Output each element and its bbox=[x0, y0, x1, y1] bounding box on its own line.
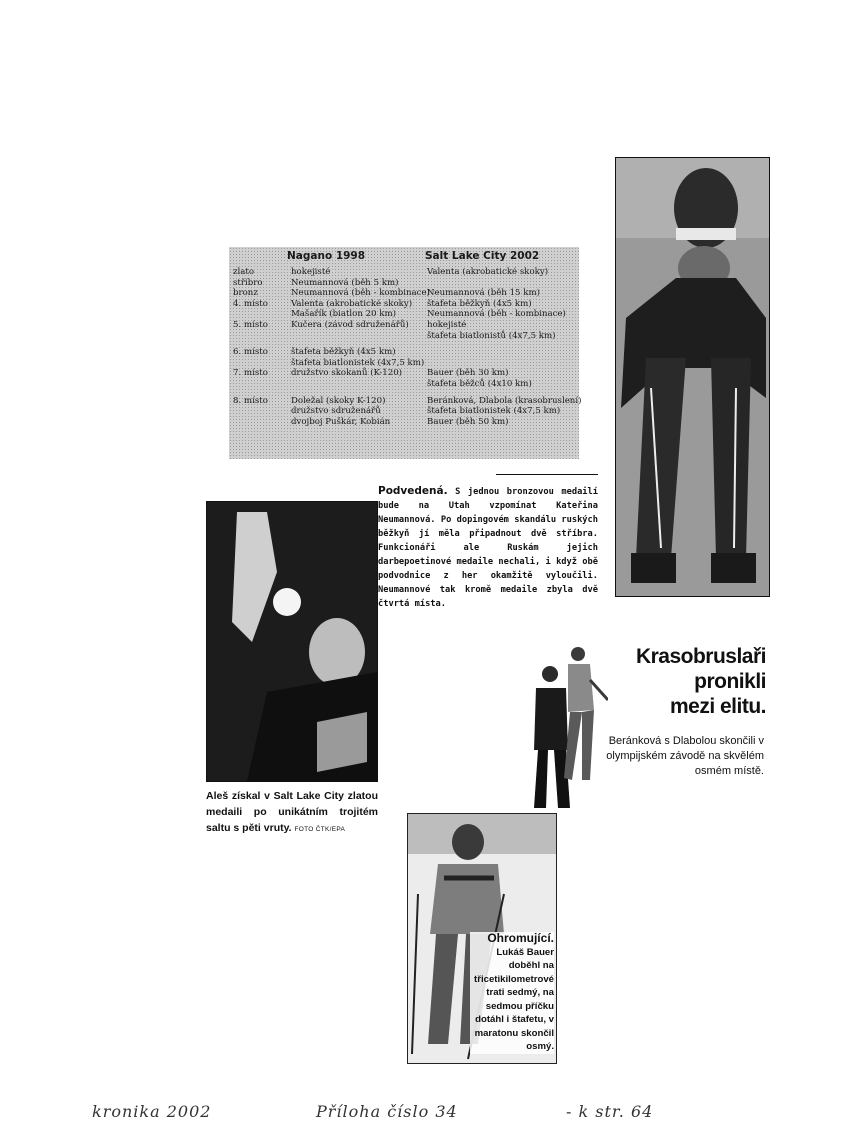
caption-lead: Podvedená. bbox=[378, 485, 448, 497]
table-row: štafeta běžců (4x10 km) bbox=[427, 378, 532, 389]
table-row: zlato hokejisté Valenta (akrobatické skoky) bbox=[233, 267, 549, 277]
caption-bauer-text: Lukáš Bauer doběhl na třicetikilometrové trati sedmý, na sedmou příčku dotáhl i štafetu, v maratonu skončil osmý. bbox=[474, 946, 554, 1052]
caption-bauer-lead: Ohromující. bbox=[487, 931, 554, 945]
results-table bbox=[229, 247, 582, 459]
table-row: 8. místo Doležal (skoky K-120) Beránková, Dlabola (krasobruslení) bbox=[233, 395, 582, 406]
table-row: dvojboj Puškár, Kobián Bauer (běh 50 km) bbox=[291, 416, 509, 427]
handwritten-note-middle: Příloha číslo 34 bbox=[316, 1102, 458, 1121]
headline-line-3: mezi elitu. bbox=[669, 695, 766, 718]
table-header-nagano: Nagano 1998 bbox=[287, 250, 366, 262]
table-row: štafeta biatlonistů (4x7,5 km) bbox=[427, 330, 556, 341]
skier-illustration bbox=[616, 158, 769, 596]
caption-rule bbox=[496, 474, 598, 475]
table-row: 7. místo družstvo skokanů (K-120) Bauer (běh 30 km) bbox=[233, 368, 509, 379]
table-row: štafeta biatlonistek (4x7,5 km) bbox=[291, 357, 425, 368]
caption-ales-text: Aleš získal v Salt Lake City zlatou medaili po unikátním trojitém saltu s pěti vruty. bbox=[206, 790, 378, 834]
photo-credit: FOTO ČTK/EPA bbox=[294, 826, 346, 833]
table-row: bronz Neumannová (běh - kombinace) Neumannová (běh 15 km) bbox=[233, 288, 540, 299]
ales-photo bbox=[206, 501, 378, 782]
handwritten-note-left: kronika 2002 bbox=[92, 1102, 212, 1121]
table-row: stříbro Neumannová (běh 5 km) bbox=[233, 277, 399, 288]
table-row: Mašařík (biatlon 20 km) Neumannová (běh - kombinace) bbox=[291, 309, 566, 320]
caption-bauer bbox=[470, 932, 554, 1054]
table-row: 5. místo Kučera (závod sdruženářů) hokejisté bbox=[233, 319, 467, 330]
handwritten-note-right: - k str. 64 bbox=[566, 1102, 654, 1121]
ales-illustration bbox=[207, 502, 377, 781]
caption-neumannova bbox=[378, 484, 598, 611]
caption-ales bbox=[206, 788, 378, 838]
skaters-illustration bbox=[524, 640, 608, 812]
caption-text: S jednou bronzovou medailí bude na Utah vzpomínat Kateřina Neumannová. Po dopingovém skandálu ruských běžkyň jí měla připadnout dvě stříbra. Funkcionáři ale Ruskám jejich darbepoetinové medaile nechali, i když obě podvodnice z her okamžitě vyloučili. Neumannové tak kromě medaile zbyla dvě čtvrtá místa. bbox=[378, 487, 598, 609]
skier-photo bbox=[615, 157, 770, 597]
table-row: 6. místo štafeta běžkyň (4x5 km) bbox=[233, 347, 396, 358]
headline-line-1: Krasobruslaři bbox=[635, 645, 766, 668]
headline-line-2: pronikli bbox=[694, 670, 766, 693]
table-row: 4. místo Valenta (akrobatické skoky) štafeta běžkyň (4x5 km) bbox=[233, 298, 532, 309]
table-rows bbox=[233, 267, 582, 427]
table-row: družstvo sdruženářů štafeta biatlonistek (4x7,5 km) bbox=[291, 406, 561, 417]
headline bbox=[606, 644, 766, 719]
skaters-photo bbox=[524, 640, 608, 812]
table-header-slc: Salt Lake City 2002 bbox=[425, 250, 540, 262]
headline-subtext: Beránková s Dlabolou skončili v olympijském závodě na skvělém osmém místě. bbox=[606, 735, 764, 777]
